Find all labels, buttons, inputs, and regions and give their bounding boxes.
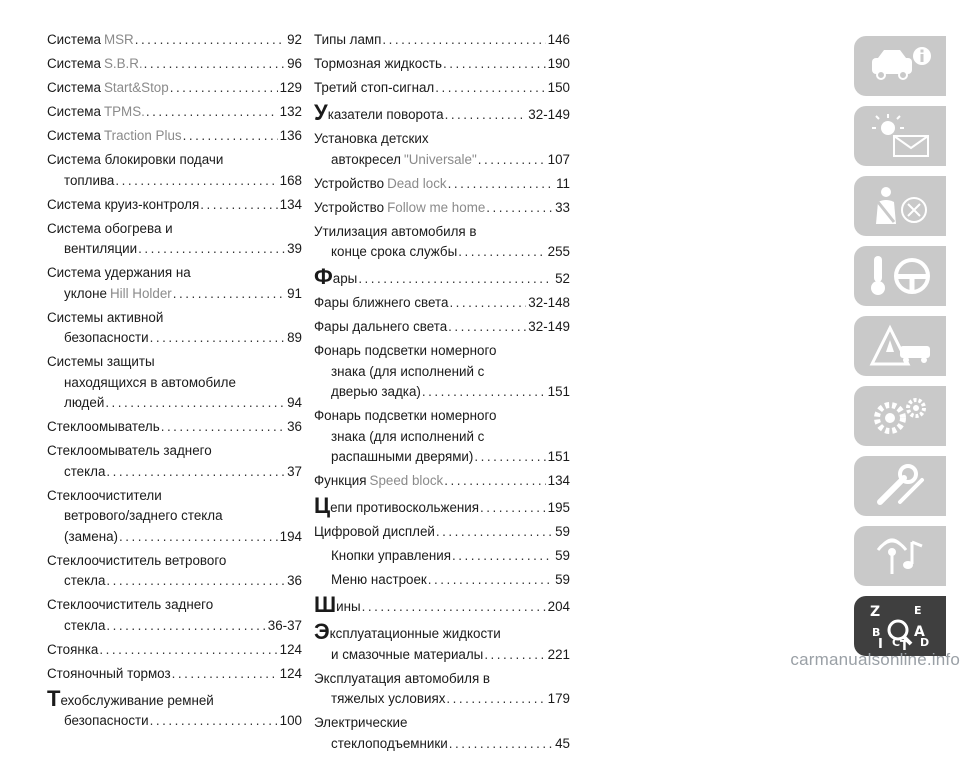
entry-term: знака (для исполнений с [331,428,485,444]
entry-term: Устройство [314,199,385,215]
page-number: 36 [287,419,302,434]
dot-leader [146,102,278,123]
index-entry[interactable] [47,417,302,438]
entry-term: ары [332,271,358,286]
entry-term: Меню настроек [331,572,427,587]
page-number: 204 [547,599,570,614]
entry-term: стекла [64,617,106,633]
index-entry-line [314,713,570,734]
index-letter: C [892,636,901,649]
dot-leader [170,78,278,99]
index-entry-line [47,150,302,171]
dot-leader [435,78,545,99]
index-entry[interactable] [314,30,570,51]
index-entry[interactable] [314,78,570,99]
page-number: 134 [547,473,570,488]
entry-term: Системы защиты [47,354,155,369]
entry-term: дверью задка) [331,384,421,399]
index-entry-line [47,640,302,661]
tab-technical-data[interactable] [854,456,946,516]
tab-starting-driving[interactable] [854,246,946,306]
index-entry[interactable] [314,129,570,170]
entry-term: Устройство [314,175,385,191]
entry-term: епи противоскольжения [330,500,480,515]
entry-term: вентиляции [64,241,138,256]
entry-term: Система удержания на [47,265,191,280]
index-letter: Z [870,604,881,620]
index-entry[interactable] [47,195,302,216]
tab-maintenance[interactable] [854,386,946,446]
index-entry-line [314,30,570,51]
index-entry-line [47,30,302,51]
entry-term: автокресел [331,151,401,167]
index-entry-line [314,242,570,263]
index-entry[interactable] [47,352,302,414]
index-entry-line [47,78,302,99]
entry-term: Система [47,56,101,71]
page-number: 11 [556,175,570,191]
dot-leader [448,317,526,338]
dot-leader [446,689,545,710]
dot-leader [119,527,278,548]
index-column-right [314,30,570,758]
dot-leader [99,640,277,661]
index-entry-line [47,171,302,192]
page-number: 37 [287,463,302,479]
page-number: 179 [547,691,570,706]
entry-term: Фары дальнего света [314,319,448,334]
initial-letter: Э [314,619,330,644]
index-entry[interactable] [47,664,302,685]
index-entry-line [314,570,570,591]
page-number: 32-149 [528,319,570,334]
page-number: 129 [279,80,302,95]
dot-leader [458,242,545,263]
dot-leader [448,174,554,195]
page-number: 134 [279,196,302,212]
index-entry[interactable] [314,266,570,290]
entry-term: ксплуатационные жидкости [329,626,501,641]
index-entry[interactable] [47,78,302,99]
index-entry-line [314,594,570,618]
dot-leader [478,150,546,171]
index-entry[interactable] [314,594,570,618]
dot-leader [436,522,553,543]
index-entry-line [47,595,302,616]
entry-term: и смазочные материалы [331,646,484,662]
page-number: 89 [287,330,302,345]
index-entry-line [47,551,302,572]
dot-leader [161,417,285,438]
index-entry-line [47,239,302,260]
entry-term: Кнопки управления [331,548,451,563]
dot-leader [150,328,285,349]
entry-term: Стеклоочиститель заднего [47,597,214,612]
index-entry-line [47,54,302,75]
index-entry[interactable] [314,317,570,338]
index-entry-line [314,102,570,126]
entry-term: Электрические [314,715,408,730]
index-entry[interactable] [47,640,302,661]
page-number: 96 [287,56,302,71]
entry-term: Система [47,80,101,95]
initial-letter: Ш [314,592,337,617]
index-entry-line [47,284,302,305]
index-entry[interactable] [47,263,302,304]
gears-maintenance-icon [864,392,936,440]
index-entry[interactable] [314,406,570,468]
dot-leader [106,462,285,483]
index-entry[interactable] [47,30,302,51]
initial-letter: Ф [314,264,333,289]
entry-term: уклоне [64,285,107,301]
index-entry-line [47,527,302,548]
entry-term: Третий стоп-сигнал [314,80,435,95]
index-entry[interactable] [47,595,302,636]
index-entry-line [314,174,570,195]
entry-term: Системы активной [47,309,164,325]
index-column-left [47,30,302,735]
index-entry-line [47,263,302,284]
index-entry-line [314,734,570,755]
entry-term-name: Start&Stop [103,80,169,95]
entry-term: Система [47,32,101,47]
entry-term: Система блокировки подачи [47,152,224,167]
dot-leader [200,195,277,216]
entry-term: Стеклоомыватель заднего [47,443,212,458]
index-entry-line [314,150,570,171]
index-entry[interactable] [314,713,570,754]
entry-term: топлива [64,172,115,188]
index-letter: B [872,626,881,639]
page-number: 92 [287,32,302,47]
tab-emergency[interactable] [854,316,946,376]
page-number: 100 [279,713,302,728]
page-number: 32-149 [528,107,570,122]
index-entry[interactable] [47,102,302,123]
entry-term: ины [336,599,361,614]
page-number: 124 [279,641,302,657]
page-number: 146 [547,32,570,47]
entry-term-name: Speed block [369,473,444,488]
dot-leader [183,126,278,147]
dot-leader [428,570,553,591]
entry-term: казатели поворота [327,107,444,122]
page-number: 132 [279,104,302,119]
index-entry-line [47,462,302,483]
hazard-triangle-car-icon [864,322,936,370]
entry-term-name: Follow me home [387,199,486,215]
index-entry-line [314,54,570,75]
index-entry-line [47,393,302,414]
key-steering-wheel-icon [864,252,936,300]
entry-term: стекла [64,463,106,479]
dot-leader [484,645,545,666]
entry-term-name: MSR [103,32,134,47]
dot-leader [115,171,277,192]
entry-term: Система [47,104,101,119]
dot-leader [452,546,553,567]
index-entry-line [314,362,570,383]
entry-term: конце срока службы [331,244,458,259]
dot-leader [474,447,545,468]
page-number: 45 [555,735,570,751]
entry-term: Стоянка [47,641,99,657]
page-number: 91 [287,285,302,301]
entry-term-name: Traction Plus [103,128,182,143]
index-entry-line [47,102,302,123]
index-entry[interactable] [314,341,570,403]
index-entry[interactable] [47,126,302,147]
initial-letter: У [314,100,328,125]
entry-term: безопасности [64,330,149,345]
index-entry-line [314,447,570,468]
entry-term-name: TPMS. [103,104,145,119]
index-letter: A [914,624,925,640]
dot-leader [362,597,546,618]
index-entry-line [314,645,570,666]
car-info-icon [864,42,936,90]
index-entry-line [47,352,302,373]
tab-multimedia[interactable] [854,526,946,586]
page-number: 136 [279,128,302,143]
index-entry-line [314,382,570,403]
entry-term: ветрового/заднего стекла [64,508,223,523]
page-number: 59 [555,572,570,587]
index-entry[interactable] [314,471,570,492]
entry-term: Функция [314,473,367,488]
index-entry-line [314,621,570,645]
index-entry-line [314,471,570,492]
wrench-tools-icon [864,462,936,510]
index-entry[interactable] [314,621,570,665]
entry-term: находящихся в автомобиле [64,374,236,390]
index-entry-line [314,129,570,150]
index-entry-line [314,222,570,243]
page-number: 107 [547,151,570,167]
dot-leader [138,239,285,260]
index-entry-line [47,664,302,685]
page-number: 151 [547,449,570,464]
initial-letter: Ц [314,493,331,518]
index-letter: I [878,637,883,650]
page-number: 255 [547,244,570,259]
index-entry-line [47,486,302,507]
dot-leader [486,198,553,219]
seatbelt-airbag-icon [864,182,936,230]
index-entry-line [314,406,570,427]
index-letter: D [920,636,930,649]
entry-term: ехобслуживание ремней [60,692,214,708]
index-entry-line [314,522,570,543]
entry-term-name: Hill Holder [109,285,172,301]
index-entry-line [314,341,570,362]
index-letter: E [914,604,922,617]
page-number: 36-37 [267,617,302,633]
entry-term: Утилизация автомобиля в [314,223,477,239]
index-entry-line [47,328,302,349]
dot-leader [480,498,546,519]
page-number: 59 [555,548,570,563]
page-number: 151 [547,384,570,399]
initial-letter: Т [47,685,61,711]
dot-leader [358,269,553,290]
entry-term-name: Dead lock [387,175,447,191]
entry-term: тяжелых условиях [331,691,446,706]
index-entry-line [47,308,302,329]
index-entry[interactable] [314,522,570,543]
page-number: 33 [555,199,570,215]
entry-term: стеклоподъемники [331,735,448,751]
tab-alphabetical-index[interactable] [854,596,946,656]
index-entry-line [47,685,302,712]
entry-term: Система [47,128,101,143]
index-entry-line [47,441,302,462]
entry-term: Цифровой дисплей [314,524,435,539]
index-entry[interactable] [314,570,570,591]
entry-term: Фонарь подсветки номерного [314,408,497,423]
tab-safety[interactable] [854,176,946,236]
media-music-navigation-icon [864,532,936,580]
index-entry-line [314,689,570,710]
entry-term: людей [64,395,105,410]
dot-leader [422,382,546,403]
index-entry-line [314,317,570,338]
page-number: 94 [287,395,302,410]
index-entry-line [314,266,570,290]
index-entry-line [47,373,302,394]
entry-term: Стеклоочистители [47,487,162,503]
index-entry-line [47,219,302,240]
page-number: 150 [547,80,570,95]
page-number: 32-148 [528,295,570,310]
dot-leader [172,664,278,685]
entry-term: Стеклоочиститель ветрового [47,552,227,568]
page-number: 52 [555,271,570,286]
index-entry[interactable] [314,198,570,219]
tab-warning-lights[interactable] [854,106,946,166]
page-number: 168 [279,172,302,188]
entry-term: Типы ламп [314,32,382,47]
index-entry[interactable] [314,495,570,519]
index-entry-line [314,198,570,219]
entry-term: Эксплуатация автомобиля в [314,670,491,686]
index-entry[interactable] [47,685,302,732]
entry-term: Система обогрева и [47,220,173,236]
index-entry[interactable] [47,308,302,349]
dot-leader [445,105,527,126]
dot-leader [106,571,285,592]
page-number: 59 [555,524,570,539]
page-number: 194 [279,528,302,544]
index-entry[interactable] [47,219,302,260]
index-entry-line [47,417,302,438]
entry-term: безопасности [64,713,149,728]
index-entry[interactable] [314,54,570,75]
watermark: carmanualsonline.info [790,650,960,669]
index-entry-line [314,495,570,519]
entry-term: (замена) [64,528,119,544]
page-number: 39 [287,241,302,256]
dot-leader [150,711,278,732]
entry-term-name: S.B.R. [103,56,143,71]
page-number: 36 [287,573,302,588]
index-entry-line [47,506,302,527]
dot-leader [105,393,285,414]
index-entry[interactable] [47,441,302,482]
page-number: 195 [547,500,570,515]
entry-term: Фонарь подсветки номерного [314,343,497,358]
dot-leader [173,284,285,305]
entry-term: Стояночный тормоз [47,665,171,681]
entry-term: знака (для исполнений с [331,363,485,379]
tab-car-info[interactable] [854,36,946,96]
page-number: 221 [547,646,570,662]
entry-term: Тормозная жидкость [314,56,442,71]
alphabetical-index-icon [864,602,936,650]
entry-term: Система круиз-контроля [47,196,200,212]
dot-leader [135,30,285,51]
dot-leader [449,734,553,755]
index-entry-line [47,571,302,592]
index-entry[interactable] [314,293,570,314]
index-entry[interactable] [314,222,570,263]
index-entry-line [314,669,570,690]
index-entry-line [314,78,570,99]
index-entry-line [314,546,570,567]
entry-term: Фары ближнего света [314,295,449,310]
entry-term-name: "Universale" [403,151,477,167]
index-entry-line [47,616,302,637]
index-entry[interactable] [47,486,302,548]
entry-term: Установка детских [314,131,429,146]
index-entry-line [47,711,302,732]
page-number: 190 [547,56,570,71]
index-entry[interactable] [47,551,302,592]
index-entry-line [314,293,570,314]
index-entry-line [47,195,302,216]
index-entry[interactable] [314,546,570,567]
index-entry[interactable] [47,150,302,191]
index-entry[interactable] [314,174,570,195]
warning-lights-envelope-icon [864,112,936,160]
entry-term: стекла [64,573,106,588]
dot-leader [106,616,265,637]
page-number: 124 [279,665,302,681]
index-entry[interactable] [314,102,570,126]
dot-leader [444,471,545,492]
entry-term: Стеклоомыватель [47,419,160,434]
index-entry[interactable] [47,54,302,75]
index-entry-line [314,427,570,448]
dot-leader [382,30,545,51]
index-entry-line [47,126,302,147]
dot-leader [443,54,546,75]
dot-leader [449,293,526,314]
entry-term: распашными дверями) [331,449,474,464]
index-letter: T [900,639,909,650]
index-entry[interactable] [314,669,570,710]
dot-leader [144,54,285,75]
